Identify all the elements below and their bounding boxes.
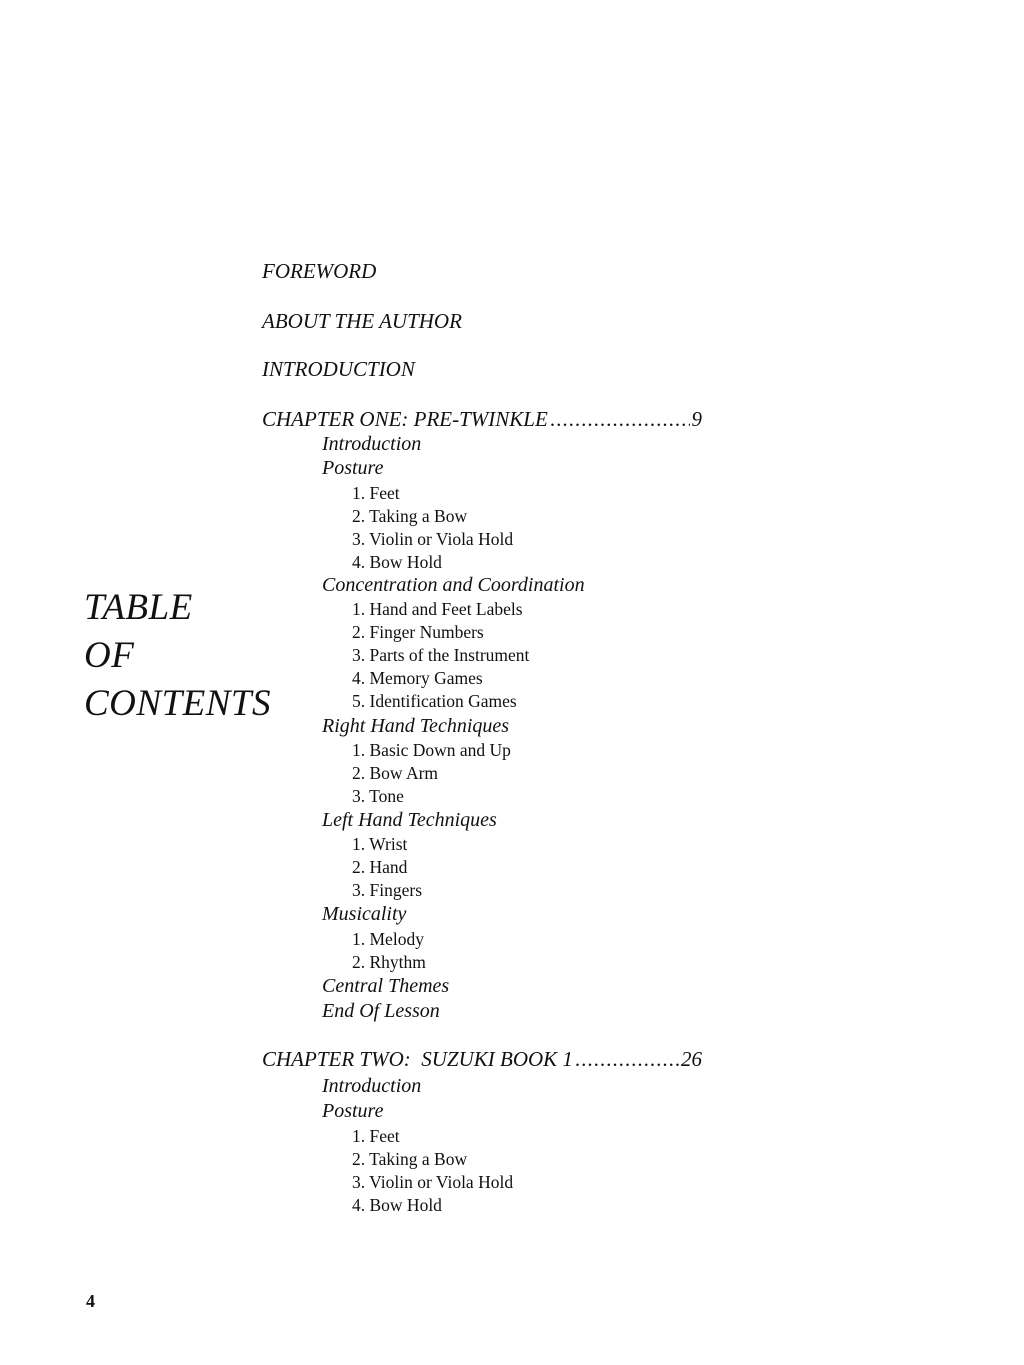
toc-subsection[interactable]: 4. Memory Games: [352, 668, 483, 688]
table-of-contents-heading: [84, 584, 324, 728]
toc-subsection[interactable]: 3. Violin or Viola Hold: [352, 1172, 514, 1192]
chapter-page-number: 9: [691, 407, 702, 431]
toc-subsection[interactable]: 1. Basic Down and Up: [352, 740, 511, 760]
toc-section[interactable]: Musicality: [322, 903, 407, 925]
toc-subsection[interactable]: 2. Hand: [352, 857, 408, 877]
toc-subsection[interactable]: 2. Taking a Bow: [352, 506, 468, 526]
toc-subsection[interactable]: 1. Wrist: [352, 834, 408, 854]
toc-entry-foreword[interactable]: FOREWORD: [262, 259, 377, 283]
toc-section[interactable]: Left Hand Techniques: [322, 809, 497, 831]
chapter-title: CHAPTER TWO: SUZUKI BOOK 1: [262, 1047, 573, 1071]
dot-leader: [575, 1046, 679, 1072]
toc-section[interactable]: Posture: [322, 1100, 384, 1122]
page-number: 4: [86, 1291, 95, 1311]
toc-chapter-two[interactable]: [262, 1046, 702, 1072]
toc-subsection[interactable]: 3. Tone: [352, 786, 404, 806]
heading-line-contents: CONTENTS: [84, 683, 272, 724]
toc-entry-introduction[interactable]: INTRODUCTION: [262, 357, 415, 381]
heading-line-of: OF: [84, 635, 135, 676]
toc-subsection[interactable]: 1. Feet: [352, 1126, 400, 1146]
toc-subsection[interactable]: 2. Bow Arm: [352, 763, 439, 783]
toc-subsection[interactable]: 4. Bow Hold: [352, 552, 442, 572]
toc-subsection[interactable]: 1. Feet: [352, 483, 400, 503]
toc-chapter-one[interactable]: [262, 406, 702, 432]
toc-subsection[interactable]: 3. Violin or Viola Hold: [352, 529, 514, 549]
toc-section[interactable]: Right Hand Techniques: [322, 715, 510, 737]
dot-leader: [550, 406, 690, 432]
toc-subsection[interactable]: 1. Hand and Feet Labels: [352, 599, 523, 619]
toc-subsection[interactable]: 2. Finger Numbers: [352, 622, 484, 642]
toc-subsection[interactable]: 3. Fingers: [352, 880, 422, 900]
toc-section[interactable]: Concentration and Coordination: [322, 574, 585, 596]
chapter-page-number: 26: [681, 1047, 702, 1071]
toc-entry-about-the-author[interactable]: ABOUT THE AUTHOR: [262, 309, 462, 333]
toc-section[interactable]: Introduction: [322, 1075, 422, 1097]
chapter-title: CHAPTER ONE: PRE-TWINKLE: [262, 407, 548, 431]
toc-section[interactable]: Posture: [322, 457, 384, 479]
toc-subsection[interactable]: 4. Bow Hold: [352, 1195, 442, 1215]
toc-subsection[interactable]: 5. Identification Games: [352, 691, 517, 711]
toc-subsection[interactable]: 3. Parts of the Instrument: [352, 645, 530, 665]
toc-section[interactable]: End Of Lesson: [322, 1000, 440, 1022]
toc-section[interactable]: Introduction: [322, 433, 422, 455]
toc-section[interactable]: Central Themes: [322, 975, 450, 997]
toc-subsection[interactable]: 2. Taking a Bow: [352, 1149, 468, 1169]
toc-subsection[interactable]: 2. Rhythm: [352, 952, 426, 972]
toc-subsection[interactable]: 1. Melody: [352, 929, 424, 949]
heading-line-table: TABLE: [84, 587, 193, 628]
